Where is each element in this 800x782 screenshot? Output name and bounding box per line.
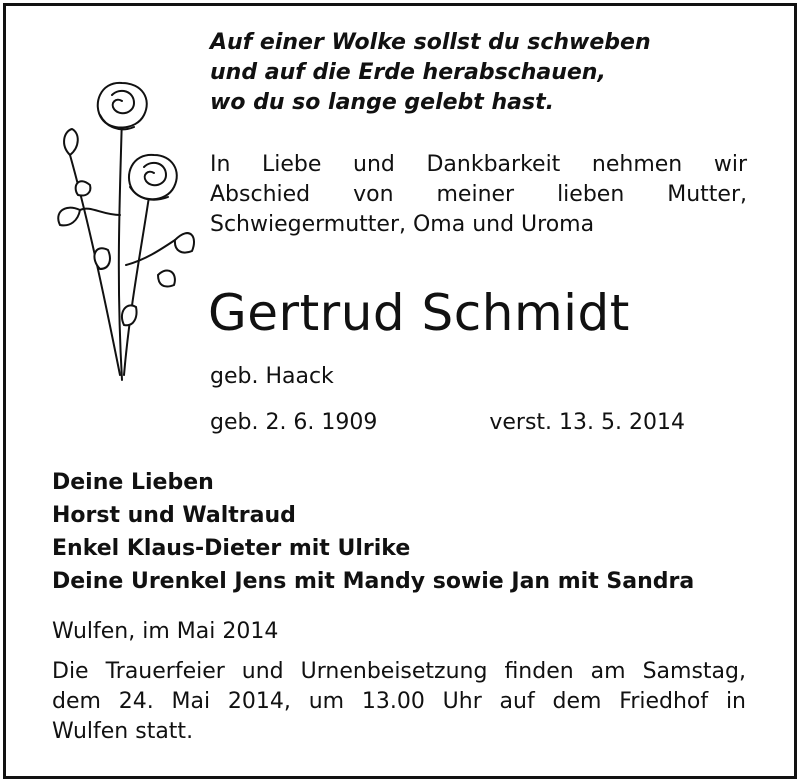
poem (210, 28, 770, 118)
place-date: Wulfen, im Mai 2014 (52, 619, 279, 644)
family-line: Deine Urenkel Jens mit Mandy sowie Jan mit Sandra (52, 569, 695, 594)
poem-line: wo du so lange gelebt hast. (210, 90, 554, 115)
deceased-name: Gertrud Schmidt (208, 284, 630, 342)
intro-line: Abschied von meiner lieben Mutter, (210, 182, 747, 207)
family-line: Horst und Waltraud (52, 503, 296, 528)
family-signatures (52, 466, 694, 598)
birth-date: geb. 2. 6. 1909 (210, 410, 378, 435)
poem-line: Auf einer Wolke sollst du schweben (210, 30, 651, 55)
death-date: verst. 13. 5. 2014 (489, 410, 685, 435)
intro-line: Schwiegermutter, Oma und Uroma (210, 212, 595, 237)
rose-illustration (50, 75, 200, 385)
notice-line: dem 24. Mai 2014, um 13.00 Uhr auf dem Friedhof in (52, 689, 746, 714)
family-line: Deine Lieben (52, 470, 214, 495)
funeral-notice (52, 657, 746, 747)
intro-line: In Liebe und Dankbarkeit nehmen wir (210, 152, 747, 177)
life-dates (210, 408, 685, 438)
notice-line: Wulfen statt. (52, 719, 194, 744)
intro-text (210, 150, 747, 240)
birth-name: geb. Haack (210, 364, 334, 389)
notice-line: Die Trauerfeier und Urnenbeisetzung finden am Samstag, (52, 659, 746, 684)
poem-line: und auf die Erde herabschauen, (210, 60, 606, 85)
family-line: Enkel Klaus-Dieter mit Ulrike (52, 536, 411, 561)
